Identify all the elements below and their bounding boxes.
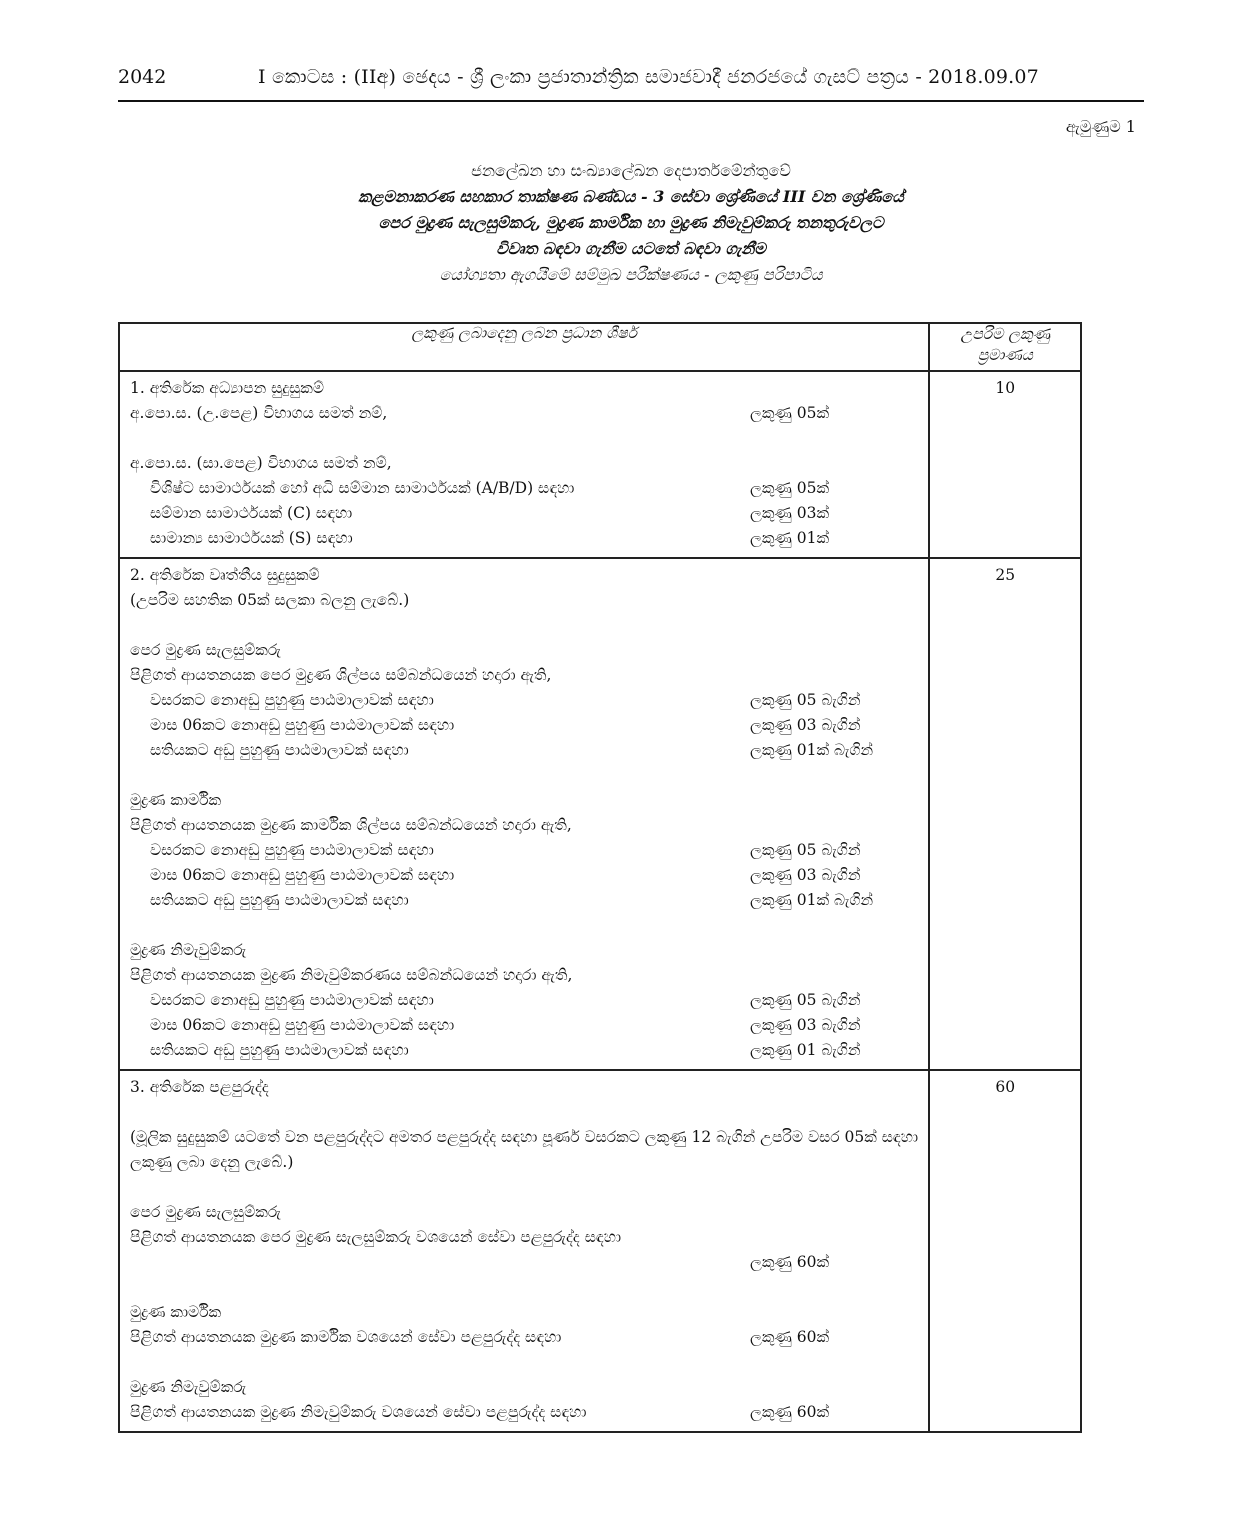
criteria-line [130, 788, 920, 813]
criteria-line [130, 1400, 920, 1425]
title-posts: පෙර මුද්‍රණ සැලසුම්කරු, මුද්‍රණ කාර්මික හා මුද්‍රණ නිමැවුම්කරු තනතුරුවලට [378, 213, 884, 232]
criteria-text: සාමාන්‍ය සාමාර්ථයක් (S) සඳහා [150, 529, 353, 547]
criteria-text: 2. අතිරේක වෘත්තීය සුදුසුකම් [130, 566, 320, 584]
criteria-line [130, 888, 920, 913]
section-criteria-cell [119, 371, 929, 558]
table-row [119, 371, 1081, 558]
section-max-cell [929, 371, 1081, 558]
criteria-text: සතියකට අඩු පුහුණු පාඨමාලාවක් සඳහා [150, 741, 409, 759]
criteria-text: අ.පො.ස. (උ.පෙළ) විභාගය සමත් නම්, [130, 404, 388, 422]
page-header [118, 60, 1144, 100]
criteria-line [130, 1100, 920, 1125]
criteria-line [130, 663, 920, 688]
criteria-line [130, 988, 920, 1013]
marks-value: ලකුණු 60ක් [750, 1253, 830, 1271]
criteria-text: වසරකට නොඅඩු පුහුණු පාඨමාලාවක් සඳහා [150, 841, 434, 859]
marks-value: ලකුණු 05ක් [750, 404, 830, 422]
criteria-text: සම්මාන සාමාර්ථයක් (C) සඳහා [150, 504, 353, 522]
criteria-line [130, 963, 920, 988]
title-service: කළමනාකරණ සහකාර තාක්ෂණ බණ්ඩය - 3 සේවා ශ්‍රේණියේ III වන ශ්‍රේණියේ [358, 187, 904, 206]
marks-value: ලකුණු 01ක් [750, 529, 830, 547]
criteria-text: (උපරිම සහතික 05ක් සලකා බලනු ලැබේ.) [130, 591, 410, 609]
criteria-line [130, 813, 920, 838]
criteria-text: මුද්‍රණ නිමැවුම්කරු [130, 941, 247, 959]
criteria-line [130, 376, 920, 401]
marks-value: ලකුණු 05 බැගින් [750, 841, 861, 859]
marking-scheme-table [118, 322, 1082, 1433]
criteria-text: මුද්‍රණ කාර්මික [130, 791, 222, 809]
marks-value: ලකුණු 03 බැගින් [750, 716, 861, 734]
marks-value: ලකුණු 60ක් [750, 1328, 830, 1346]
criteria-text: 1. අතිරේක අධ්‍යාපන සුදුසුකම් [130, 379, 325, 397]
criteria-line [130, 838, 920, 863]
criteria-line [130, 1325, 920, 1350]
marks-value: ලකුණු 05ක් [750, 479, 830, 497]
marks-value: ලකුණු 60ක් [750, 1403, 830, 1421]
criteria-line [130, 563, 920, 588]
criteria-line [130, 738, 920, 763]
column-header-max: උපරිම ලකුණු ප්‍රමාණය [929, 323, 1081, 371]
criteria-text: මාස 06කට නොඅඩු පුහුණු පාඨමාලාවක් සඳහා [150, 866, 455, 884]
criteria-line [130, 401, 920, 426]
marks-value: ලකුණු 05 බැගින් [750, 691, 861, 709]
criteria-text: වසරකට නොඅඩු පුහුණු පාඨමාලාවක් සඳහා [150, 691, 434, 709]
criteria-line [130, 763, 920, 788]
title-recruitment: විවෘත බඳවා ගැනීම යටතේ බඳවා ගැනීම [496, 239, 766, 258]
header-rule [118, 100, 1144, 102]
criteria-line [130, 588, 920, 613]
criteria-line [130, 426, 920, 451]
criteria-text: විශිෂ්ට සාමාර්ථයක් හෝ අධි සම්මාන සාමාර්ථයක් (A/B/D) සඳහා [150, 479, 575, 497]
criteria-text: මුද්‍රණ නිමැවුම්කරු [130, 1378, 247, 1396]
criteria-text: අ.පො.ස. (සා.පෙළ) විභාගය සමත් නම්, [130, 454, 392, 472]
criteria-text: සතියකට අඩු පුහුණු පාඨමාලාවක් සඳහා [150, 891, 409, 909]
criteria-text: පෙර මුද්‍රණ සැලසුම්කරු [130, 1203, 281, 1221]
criteria-line [130, 613, 920, 638]
criteria-text: වසරකට නොඅඩු පුහුණු පාඨමාලාවක් සඳහා [150, 991, 434, 1009]
page-number: 2042 [118, 66, 167, 88]
criteria-line [130, 1013, 920, 1038]
criteria-text: මාස 06කට නොඅඩු පුහුණු පාඨමාලාවක් සඳහා [150, 1016, 455, 1034]
criteria-line [130, 713, 920, 738]
criteria-line [130, 526, 920, 551]
criteria-line [130, 1300, 920, 1325]
criteria-text: මාස 06කට නොඅඩු පුහුණු පාඨමාලාවක් සඳහා [150, 716, 455, 734]
marks-value: ලකුණු 03 බැගින් [750, 1016, 861, 1034]
document-titles [118, 158, 1144, 288]
criteria-line [130, 1175, 920, 1200]
section-criteria-cell [119, 1070, 929, 1432]
section-criteria-cell [119, 558, 929, 1070]
section-max-cell [929, 558, 1081, 1070]
criteria-line [130, 451, 920, 476]
criteria-line [130, 1225, 920, 1250]
title-scheme: යෝග්‍යතා ඇගයීමේ සම්මුඛ පරීක්ෂණය - ලකුණු පරිපාටිය [439, 265, 823, 284]
criteria-line [130, 1275, 920, 1300]
annex-label: ඇමුණුම 1 [1065, 117, 1136, 136]
max-marks-value: 60 [995, 1078, 1016, 1096]
criteria-line [130, 863, 920, 888]
marks-value: ලකුණු 01 බැගින් [750, 1041, 861, 1059]
criteria-line [130, 1075, 920, 1100]
criteria-text: පිළිගත් ආයතනයක මුද්‍රණ කාර්මික වශයෙන් සේවා පළපුරුද්ද සඳහා [130, 1328, 562, 1346]
criteria-line [130, 1038, 920, 1063]
criteria-text: (මූලික සුදුසුකම් යටතේ වන පළපුරුද්දට අමතර පළපුරුද්ද සඳහා පූර්ණ වසරකට ලකුණු 12 බැගින් උපරිම වසර 05ක් සඳහා ලකුණු ලබා දෙනු ලැබේ.) [130, 1128, 919, 1171]
criteria-text: පෙර මුද්‍රණ සැලසුම්කරු [130, 641, 281, 659]
marks-value: ලකුණු 01ක් බැගින් [750, 891, 874, 909]
criteria-text: පිළිගත් ආයතනයක මුද්‍රණ නිමැවුම්කරණය සම්බන්ධයෙන් හදාරා ඇති, [130, 966, 573, 984]
criteria-line [130, 938, 920, 963]
criteria-line [130, 1125, 920, 1175]
table-header-row [119, 323, 1081, 371]
criteria-text: පිළිගත් ආයතනයක මුද්‍රණ නිමැවුම්කරු වශයෙන් සේවා පළපුරුද්ද සඳහා [130, 1403, 587, 1421]
column-header-main: ලකුණු ලබාදෙනු ලබන ප්‍රධාන ශීර්ෂ [119, 323, 929, 371]
criteria-text: සතියකට අඩු පුහුණු පාඨමාලාවක් සඳහා [150, 1041, 409, 1059]
criteria-text: මුද්‍රණ කාර්මික [130, 1303, 222, 1321]
marks-value: ලකුණු 03 බැගින් [750, 866, 861, 884]
max-marks-value: 10 [995, 379, 1016, 397]
criteria-line [130, 1200, 920, 1225]
criteria-line [130, 638, 920, 663]
criteria-line [130, 1375, 920, 1400]
table-row [119, 558, 1081, 1070]
section-max-cell [929, 1070, 1081, 1432]
max-marks-value: 25 [995, 566, 1016, 584]
criteria-line [130, 688, 920, 713]
criteria-text: 3. අතිරේක පළපුරුද්ද [130, 1078, 269, 1096]
criteria-line [130, 1350, 920, 1375]
table-row [119, 1070, 1081, 1432]
criteria-text: පිළිගත් ආයතනයක පෙර මුද්‍රණ සැලසුම්කරු වශයෙන් සේවා පළපුරුද්ද සඳහා [130, 1228, 622, 1246]
criteria-line [130, 913, 920, 938]
criteria-line [130, 1250, 920, 1275]
criteria-text: පිළිගත් ආයතනයක පෙර මුද්‍රණ ශිල්පය සම්බන්ධයෙන් හදාරා ඇති, [130, 666, 552, 684]
gazette-title: I කොටස : (IIඅ) ඡෙදය - ශ්‍රී ලංකා ප්‍රජාතාන්ත්‍රික සමාජවාදී ජනරජයේ ගැසට් පත්‍රය - 2018.09.07 [258, 66, 1039, 88]
marks-value: ලකුණු 05 බැගින් [750, 991, 861, 1009]
title-department: ජනලේඛන හා සංඛ්‍යාලේඛන දෙපාර්තමේන්තුවේ [471, 161, 791, 180]
marks-value: ලකුණු 03ක් [750, 504, 830, 522]
criteria-text: පිළිගත් ආයතනයක මුද්‍රණ කාර්මික ශිල්පය සම්බන්ධයෙන් හදාරා ඇති, [130, 816, 572, 834]
marks-value: ලකුණු 01ක් බැගින් [750, 741, 874, 759]
criteria-line [130, 501, 920, 526]
criteria-line [130, 476, 920, 501]
